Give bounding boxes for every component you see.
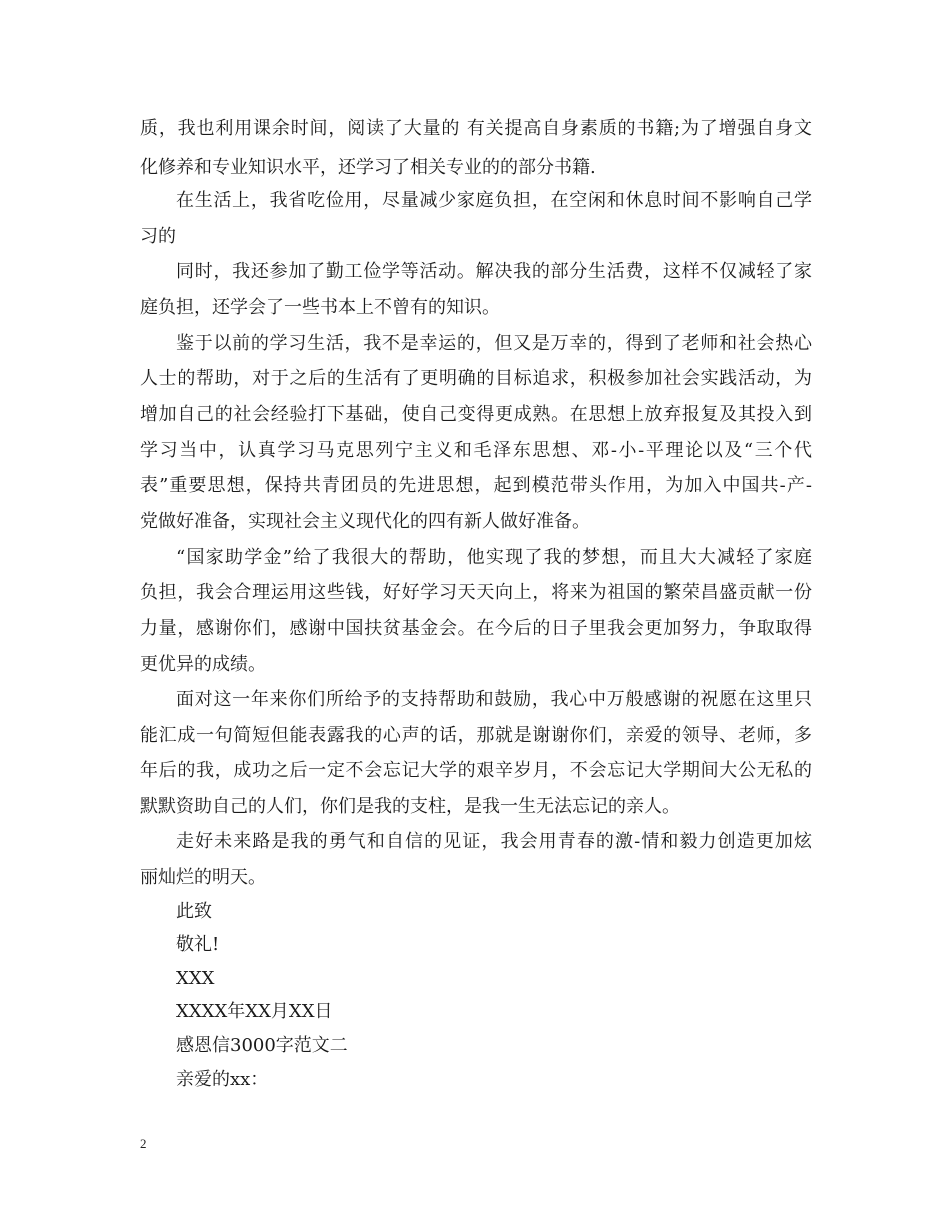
paragraph-line: 增加自己的社会经验打下基础，使自己变得更成熟。在思想上放弃报复及其投入到 <box>140 404 812 425</box>
signature-name: XXX <box>176 968 215 989</box>
paragraph-line: 在生活上，我省吃俭用，尽量减少家庭负担，在空闲和休息时间不影响自己学 <box>176 190 812 211</box>
paragraph-line: 更优异的成绩。 <box>140 654 266 675</box>
paragraph-line: 庭负担，还学会了一些书本上不曾有的知识。 <box>140 297 500 318</box>
paragraph-line: 鉴于以前的学习生活，我不是幸运的，但又是万幸的，得到了老师和社会热心 <box>176 333 812 354</box>
greeting-line: 亲爱的xx： <box>176 1069 269 1090</box>
paragraph-line: 同时，我还参加了勤工俭学等活动。解决我的部分生活费，这样不仅减轻了家 <box>176 261 812 282</box>
section-heading: 感恩信3000字范文二 <box>176 1035 348 1056</box>
page-number: 2 <box>140 1136 147 1151</box>
paragraph-line: 面对这一年来你们所给予的支持帮助和鼓励，我心中万般感谢的祝愿在这里只 <box>176 689 812 710</box>
paragraph-line: 党做好准备，实现社会主义现代化的四有新人做好准备。 <box>140 511 590 532</box>
paragraph-line: 默默资助自己的人们，你们是我的支柱，是我一生无法忘记的亲人。 <box>140 796 680 817</box>
paragraph-line: 能汇成一句简短但能表露我的心声的话，那就是谢谢你们，亲爱的领导、老师，多 <box>140 725 812 746</box>
salutation-line: 敬礼! <box>176 934 220 955</box>
paragraph-line: 走好未来路是我的勇气和自信的见证，我会用青春的激-情和毅力创造更加炫 <box>176 831 812 852</box>
paragraph-line: 负担，我会合理运用这些钱，好好学习天天向上，将来为祖国的繁荣昌盛贡献一份 <box>140 582 812 603</box>
paragraph-line: “国家助学金”给了我很大的帮助，他实现了我的梦想，而且大大减轻了家庭 <box>176 547 812 568</box>
paragraph-line: 表”重要思想，保持共青团员的先进思想，起到模范带头作用，为加入中国共-产- <box>140 475 812 496</box>
paragraph-line: 人士的帮助，对于之后的生活有了更明确的目标追求，积极参加社会实践活动，为 <box>140 368 812 389</box>
paragraph-line: 习的 <box>140 226 176 247</box>
closing-line: 此致 <box>176 901 212 922</box>
paragraph-line: 学习当中，认真学习马克思列宁主义和毛泽东思想、邓-小-平理论以及“三个代 <box>140 440 812 461</box>
paragraph-line: 丽灿烂的明天。 <box>140 867 266 888</box>
signature-date: XXXX年XX月XX日 <box>176 1001 333 1022</box>
paragraph-line: 化修养和专业知识水平，还学习了相关专业的的部分书籍. <box>140 157 596 178</box>
paragraph-line: 质，我也利用课余时间，阅读了大量的 有关提高自身素质的书籍;为了增强自身文 <box>140 118 812 139</box>
paragraph-line: 年后的我，成功之后一定不会忘记大学的艰辛岁月，不会忘记大学期间大公无私的 <box>140 760 812 781</box>
paragraph-line: 力量，感谢你们，感谢中国扶贫基金会。在今后的日子里我会更加努力，争取取得 <box>140 618 812 639</box>
